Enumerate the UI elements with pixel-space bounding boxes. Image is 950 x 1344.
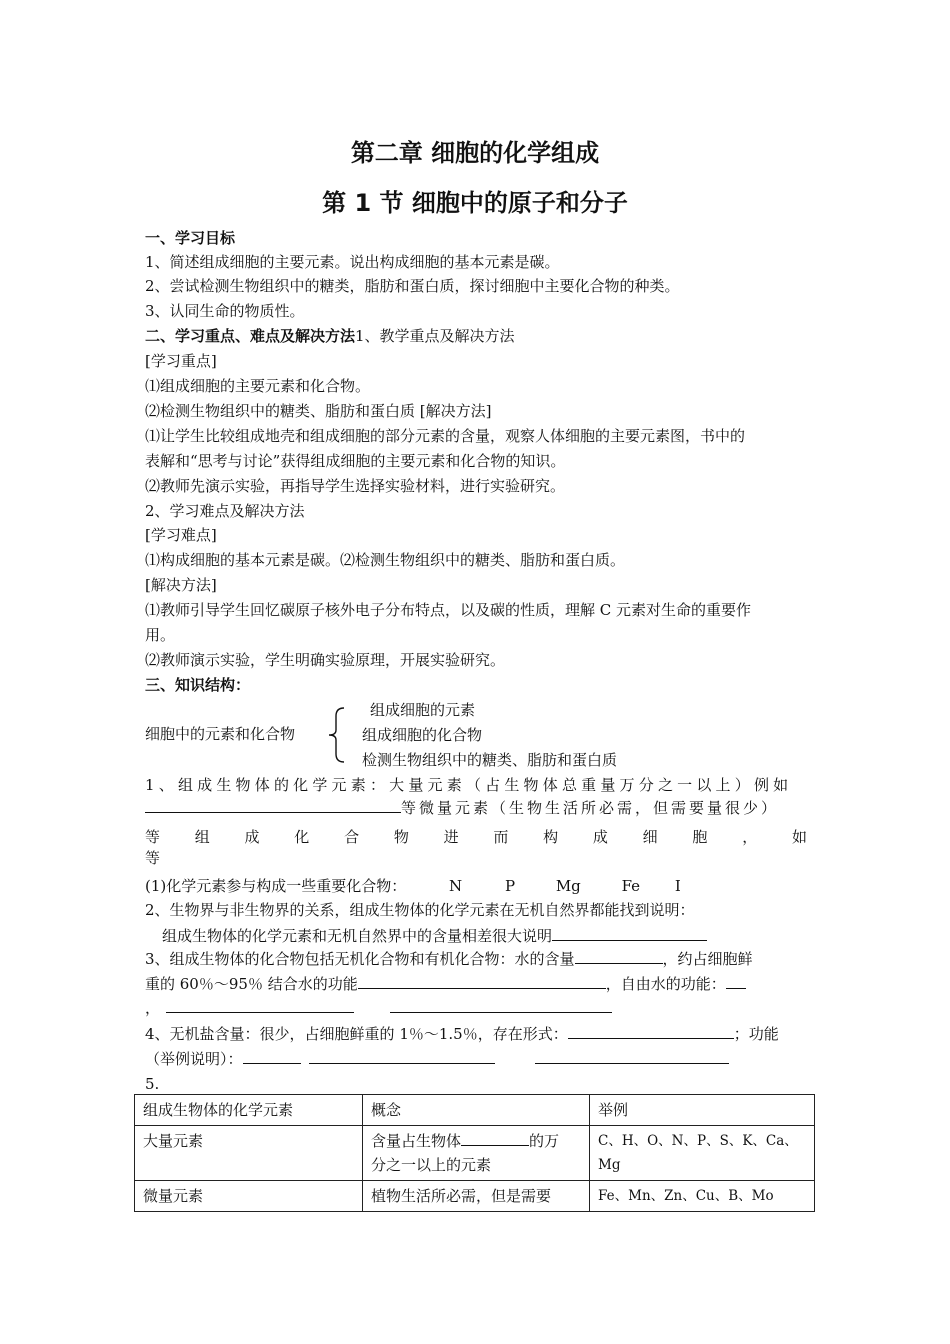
q1-word: 如: [791, 828, 807, 846]
concept-text: 含量占生物体: [371, 1132, 462, 1150]
element-symbol: I: [674, 877, 681, 895]
answer-blank[interactable]: [145, 798, 401, 813]
q1-line-c: [145, 826, 807, 847]
q3-line-b: [145, 974, 746, 994]
q3-text-b-tail: ，自由水的功能：: [605, 975, 726, 993]
q1-word: 而: [493, 828, 509, 846]
element-symbol: N: [449, 877, 463, 895]
element-symbol: Mg: [555, 877, 581, 895]
table-row: [135, 1181, 815, 1212]
answer-blank[interactable]: [726, 974, 746, 989]
table-header-row: [135, 1095, 815, 1126]
q1-line-a: 1、组成生物体的化学元素：大量元素（占生物体总重量万分之一以上）例如: [145, 776, 793, 794]
q3-line-a: [145, 949, 753, 969]
s2-line: ⑴构成细胞的基本元素是碳。⑵检测生物组织中的糖类、脂肪和蛋白质。: [145, 551, 626, 569]
s2-line: 2、学习难点及解决方法: [145, 502, 305, 520]
q2-text-b: 组成生物体的化学元素和无机自然界中的含量相差很大说明: [162, 927, 553, 945]
q1-word: 细: [642, 828, 658, 846]
q4-line-a: [145, 1024, 779, 1044]
q1-word: 胞: [692, 828, 708, 846]
table-cell: 大量元素: [135, 1126, 363, 1181]
answer-blank[interactable]: [535, 1049, 729, 1064]
s2-line: ⑵教师先演示实验，再指导学生选择实验材料，进行实验研究。: [145, 477, 566, 495]
q1-text-e: (1)化学元素参与构成一些重要化合物：: [145, 877, 407, 895]
q5-label: 5.: [145, 1075, 160, 1093]
answer-blank[interactable]: [552, 926, 707, 941]
section-title: 第 1 节 细胞中的原子和分子: [322, 189, 628, 217]
answer-blank[interactable]: [575, 949, 663, 964]
element-table: [134, 1094, 815, 1212]
q2-line-b: [162, 926, 707, 946]
s1-item: 1、简述组成细胞的主要元素。说出构成细胞的基本元素是碳。: [145, 253, 560, 271]
q2-line: 2、生物界与非生物界的关系，组成生物体的化学元素在无机自然界都能找到说明：: [145, 901, 695, 919]
s2-line: ⑴让学生比较组成地壳和组成细胞的部分元素的含量，观察人体细胞的主要元素图，书中的: [145, 427, 746, 445]
table-cell-concept: [363, 1126, 590, 1181]
q1-word: 进: [443, 828, 459, 846]
q4-text-a: 4、无机盐含量：很少，占细胞鲜重的 1％～1.5％，存在形式：: [145, 1025, 568, 1043]
table-cell: 微量元素: [135, 1181, 363, 1212]
q4-text-a-tail: ；功能: [733, 1025, 779, 1043]
answer-blank[interactable]: [358, 974, 606, 989]
q4-line-b: [145, 1049, 729, 1069]
table-cell: C、H、O、N、P、S、K、Ca、Mg: [590, 1126, 815, 1181]
s1-heading: 一、学习目标: [145, 229, 236, 247]
q1-word: ，: [742, 828, 758, 846]
s2-line: [解决方法]: [145, 576, 217, 594]
concept-text: 的万: [529, 1132, 560, 1150]
q3-text-a: 3、组成生物体的化合物包括无机化合物和有机化合物：水的含量: [145, 950, 575, 968]
s2-line: ⑴组成细胞的主要元素和化合物。: [145, 377, 371, 395]
q1-word: 化: [294, 828, 310, 846]
table-header-cell: 组成生物体的化学元素: [135, 1095, 363, 1126]
table-row: [135, 1126, 815, 1181]
q1-word: 合: [344, 828, 360, 846]
s2-line: ⑵教师演示实验，学生明确实验原理，开展实验研究。: [145, 651, 506, 669]
s2-line: [学习难点]: [145, 526, 217, 544]
element-symbol: P: [504, 877, 516, 895]
q1-word: 等: [145, 828, 161, 846]
q1-line-d: 等: [145, 849, 161, 867]
q1-word: 构: [543, 828, 559, 846]
s2-line: 用。: [145, 626, 176, 644]
concept-text: 分之一以上的元素: [371, 1156, 492, 1174]
s1-item: 3、认同生命的物质性。: [145, 302, 305, 320]
answer-blank[interactable]: [568, 1024, 734, 1039]
q4-text-b: （举例说明）：: [145, 1050, 243, 1068]
s2-line: ⑴教师引导学生回忆碳原子核外电子分布特点，以及碳的性质，理解 C 元素对生命的重要作: [145, 601, 752, 619]
q1-word: 成: [592, 828, 608, 846]
table-cell: 植物生活所必需，但是需要: [363, 1181, 590, 1212]
s2-heading: 二、学习重点、难点及解决方法: [145, 327, 356, 345]
answer-blank[interactable]: [243, 1049, 301, 1064]
answer-blank[interactable]: [166, 998, 354, 1013]
s2-line: 表解和“思考与讨论”获得组成细胞的主要元素和化合物的知识。: [145, 452, 566, 470]
chapter-title: 第二章 细胞的化学组成: [350, 139, 600, 167]
s2-heading-tail: 1、教学重点及解决方法: [355, 327, 515, 345]
q3-text-a-tail: ，约占细胞鲜: [662, 950, 753, 968]
q3-line-c: [145, 998, 612, 1018]
structure-branch: 检测生物组织中的糖类、脂肪和蛋白质: [362, 751, 618, 769]
q1-line-e: [145, 876, 681, 896]
s1-item: 2、尝试检测生物组织中的糖类，脂肪和蛋白质，探讨细胞中主要化合物的种类。: [145, 277, 680, 295]
answer-blank[interactable]: [390, 998, 612, 1013]
table-header-cell: 概念: [363, 1095, 590, 1126]
q3-text-b: 重的 60％～95％ 结合水的功能: [145, 975, 358, 993]
s2-heading-line: [145, 326, 515, 346]
structure-branch: 组成细胞的元素: [370, 701, 476, 719]
q1-word: 组: [194, 828, 210, 846]
structure-root: 细胞中的元素和化合物: [145, 725, 296, 743]
s2-line: [学习重点]: [145, 352, 217, 370]
q1-word: 物: [393, 828, 409, 846]
answer-blank[interactable]: [461, 1131, 529, 1146]
s2-line: ⑵检测生物组织中的糖类、脂肪和蛋白质 [解决方法]: [145, 402, 492, 420]
s3-heading: 三、知识结构：: [145, 676, 251, 694]
table-cell: Fe、Mn、Zn、Cu、B、Mo: [590, 1181, 815, 1212]
answer-blank[interactable]: [309, 1049, 495, 1064]
q3-text-c: ，: [145, 999, 161, 1017]
q1-text-b: 等微量元素（生物生活所必需，但需要量很少）: [401, 799, 780, 817]
element-symbol: Fe: [621, 877, 641, 895]
q1-line-b: [145, 798, 779, 818]
brace-icon: [326, 706, 346, 764]
q1-word: 成: [244, 828, 260, 846]
structure-branch: 组成细胞的化合物: [362, 726, 483, 744]
table-header-cell: 举例: [590, 1095, 815, 1126]
